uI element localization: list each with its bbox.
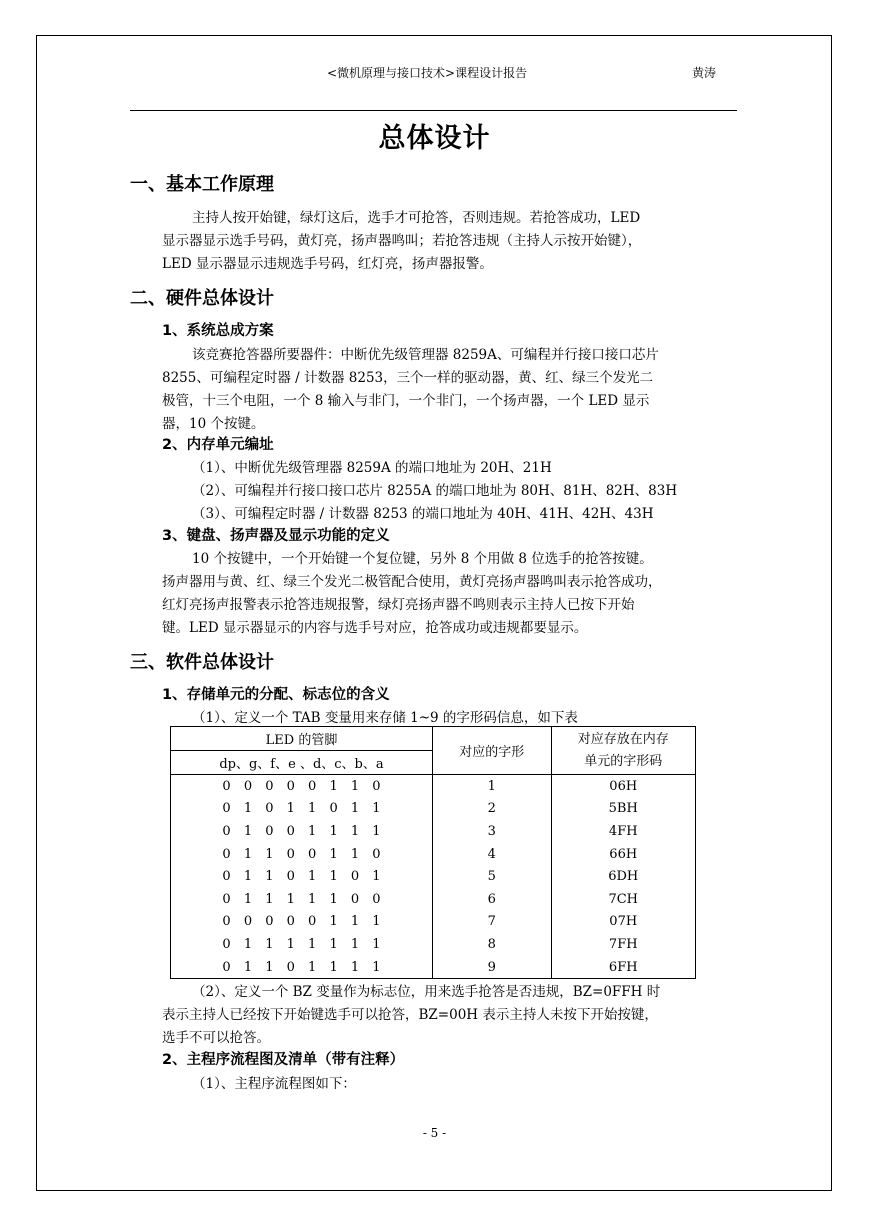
- table-row: [171, 888, 696, 911]
- cell-code: 5BH: [551, 798, 696, 821]
- cell-code: 7FH: [551, 933, 696, 956]
- table-header-code-line2: 单元的字形码: [584, 753, 663, 769]
- sec2-1-line-1: 该竞赛抢答器所要器件：中断优先级管理器 8259A、可编程并行接口接口芯片: [192, 347, 659, 363]
- header-rule: [130, 110, 737, 111]
- cell-code: 07H: [551, 911, 696, 934]
- table-row: [171, 798, 696, 821]
- subsection-heading-2-3: 3、键盘、扬声器及显示功能的定义: [162, 528, 390, 544]
- subsection-heading-3-1: 1、存储单元的分配、标志位的含义: [162, 687, 390, 703]
- sec2-3-line-4: 键。LED 显示器显示的内容与选手号对应，抢答成功或违规都要显示。: [162, 620, 588, 636]
- page-number: - 5 -: [422, 1126, 447, 1140]
- table-body: [171, 775, 696, 979]
- cell-led-bits: 0 1 1 1 1 1 1 1: [171, 933, 433, 956]
- cell-digit: 2: [432, 798, 551, 821]
- table-row: [171, 775, 696, 798]
- header-doc-title: <微机原理与接口技术>课程设计报告: [327, 66, 528, 80]
- table-subheader-pin-order: dp、g、f、e 、d、c、b、a: [171, 751, 433, 775]
- sec2-2-item-1: （1）、中断优先级管理器 8259A 的端口地址为 20H、21H: [192, 460, 552, 476]
- cell-led-bits: 0 1 1 0 0 1 1 0: [171, 843, 433, 866]
- header-author: 黄涛: [692, 66, 717, 80]
- table-row: [171, 956, 696, 979]
- cell-digit: 1: [432, 775, 551, 798]
- section-heading-1: 一、基本工作原理: [130, 174, 274, 195]
- cell-digit: 9: [432, 956, 551, 979]
- cell-led-bits: 0 1 1 0 1 1 0 1: [171, 865, 433, 888]
- cell-code: 4FH: [551, 820, 696, 843]
- sec3-1-note-line-1: （2）、定义一个 BZ 变量作为标志位，用来选手抢答是否违规，BZ=0FFH 时: [192, 984, 661, 1000]
- subsection-heading-2-1: 1、系统总成方案: [162, 323, 274, 339]
- cell-code: 06H: [551, 775, 696, 798]
- cell-code: 6FH: [551, 956, 696, 979]
- table-row: [171, 911, 696, 934]
- sec2-3-line-2: 扬声器用与黄、红、绿三个发光二极管配合使用，黄灯亮扬声器鸣叫表示抢答成功，: [162, 574, 662, 590]
- sec3-1-note-line-3: 选手不可以抢答。: [162, 1030, 270, 1046]
- cell-led-bits: 0 0 0 0 0 1 1 0: [171, 775, 433, 798]
- cell-digit: 4: [432, 843, 551, 866]
- sec2-1-line-4: 器，10 个按键。: [162, 416, 265, 432]
- subsection-heading-2-2: 2、内存单元编址: [162, 437, 274, 453]
- sec3-1-note-line-2: 表示主持人已经按下开始键选手可以抢答，BZ=00H 表示主持人未按下开始按键，: [162, 1007, 658, 1023]
- table-row: [171, 865, 696, 888]
- table-row: [171, 820, 696, 843]
- sec2-3-line-3: 红灯亮扬声报警表示抢答违规报警，绿灯亮扬声器不鸣则表示主持人已按下开始: [162, 597, 635, 613]
- table-header-code-line1: 对应存放在内存: [577, 731, 669, 747]
- sec2-1-line-3: 极管，十三个电阻，一个 8 输入与非门，一个非门，一个扬声器，一个 LED 显示: [162, 393, 650, 409]
- cell-digit: 6: [432, 888, 551, 911]
- cell-led-bits: 0 1 1 1 1 1 0 0: [171, 888, 433, 911]
- page-title: 总体设计: [378, 123, 491, 154]
- sec2-2-item-3: （3）、可编程定时器 / 计数器 8253 的端口地址为 40H、41H、42H、43H: [192, 506, 654, 522]
- table-row: [171, 843, 696, 866]
- cell-code: 66H: [551, 843, 696, 866]
- cell-led-bits: 0 1 0 0 1 1 1 1: [171, 820, 433, 843]
- table-row: [171, 933, 696, 956]
- table-header-code: [551, 727, 696, 775]
- cell-code: 7CH: [551, 888, 696, 911]
- sec2-2-item-2: （2）、可编程并行接口接口芯片 8255A 的端口地址为 80H、81H、82H、83H: [192, 483, 678, 499]
- cell-led-bits: 0 0 0 0 0 1 1 1: [171, 911, 433, 934]
- sec1-line-2: 显示器显示选手号码，黄灯亮，扬声器鸣叫；若抢答违规（主持人示按开始键），: [162, 233, 642, 249]
- section-heading-2: 二、硬件总体设计: [130, 288, 274, 309]
- sec2-3-line-1: 10 个按键中，一个开始键一个复位键，另外 8 个用做 8 位选手的抢答按键。: [192, 551, 653, 567]
- cell-digit: 3: [432, 820, 551, 843]
- table-header-digit: 对应的字形: [432, 727, 551, 775]
- sec2-1-line-2: 8255、可编程定时器 / 计数器 8253，三个一样的驱动器，黄、红、绿三个发光二: [162, 370, 654, 386]
- sec3-2-intro: （1）、主程序流程图如下：: [192, 1076, 356, 1092]
- sec1-line-1: 主持人按开始键，绿灯这后，选手才可抢答，否则违规。若抢答成功，LED: [192, 210, 641, 226]
- cell-led-bits: 0 1 0 1 1 0 1 1: [171, 798, 433, 821]
- table-header-led-pins: LED 的管脚: [171, 727, 433, 751]
- cell-digit: 7: [432, 911, 551, 934]
- sec3-1-intro: （1）、定义一个 TAB 变量用来存储 1~9 的字形码信息，如下表: [192, 710, 578, 726]
- cell-digit: 8: [432, 933, 551, 956]
- segment-code-table: [170, 726, 696, 979]
- subsection-heading-3-2: 2、主程序流程图及清单（带有注释）: [162, 1052, 405, 1068]
- section-heading-3: 三、软件总体设计: [130, 652, 274, 673]
- cell-code: 6DH: [551, 865, 696, 888]
- cell-digit: 5: [432, 865, 551, 888]
- cell-led-bits: 0 1 1 0 1 1 1 1: [171, 956, 433, 979]
- sec1-line-3: LED 显示器显示违规选手号码，红灯亮，扬声器报警。: [162, 256, 493, 272]
